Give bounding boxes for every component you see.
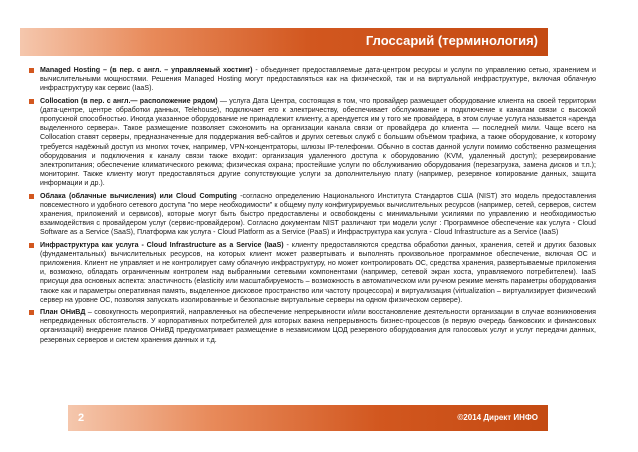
page-number: 2 bbox=[78, 412, 85, 424]
glossary-term: Инфраструктура как услуга - Cloud Infrastructure as a Service (IaaS) bbox=[40, 240, 284, 249]
glossary-definition: - объединяет предоставляемые дата-центром ресурсы и услуги по управлению сетью, хранением и вычислительными мощностями. Решения Managed Hosting могут предоставляться как на физической, так и на виртуальной инфраструктуре, включая облачную инфраструктуру как сервис (IaaS). bbox=[40, 66, 596, 93]
footer-bar bbox=[68, 405, 548, 431]
bullet-square-icon bbox=[29, 243, 34, 248]
glossary-definition: - клиенту предоставляются средства обработки данных, хранения, сетей и других базовых (фундаментальных) вычислительных ресурсов, на которых клиент может развертывать и выполнять произвольное программное обеспечение, включая ОС и приложения. Клиент не управляет и не контролирует саму облачную инфраструктуру, но может контролировать ОС, средства хранения, развертываемые приложения и, возможно, обладать ограниченным контролем над выбранными сетевыми компонентами (например, сетевой экран хоста, управляемого потребителем). IaaS присущи два основных аспекта: эластичность (elasticity или масштабируемость – возможность в автоматическом или ручном режиме менять параметры оборудования также как и параметры оперативная память, выделенное дисковое пространство или частоту процессора) и виртуализация (virtualization – виртуализирует физический сервер на уровне ОС, позволяя запускать изолированные и безопасные виртуальные серверы на одном физическом сервере). bbox=[40, 240, 596, 304]
page-title: Глоссарий (терминология) bbox=[365, 33, 538, 48]
glossary-term: План ОНиВД bbox=[40, 308, 86, 317]
list-item bbox=[40, 192, 596, 238]
list-item bbox=[40, 308, 596, 345]
glossary-definition: -согласно определению Национального Института Стандартов США (NIST) это модель предоставления повсеместного и удобного сетевого доступа "по мере необходимости" к общему пулу конфигурируемых вычислительных ресурсов (например, сетей, серверов, систем хранения, приложений и сервисов), которые могут быть быстро предоставлены и освобождены с минимальными усилиями по управлению и необходимостью взаимодействия с провайдером услуг (сервис-провайдером). Согласно документам NIST различают три модели услуг : Программное обеспечение как услуга - Cloud Software as a Service (SaaS), Платформа как услуга - Cloud Platform as a Service (PaaS) и Инфраструктура как услуга - Cloud Infrastructure as a Service (IaaS) bbox=[40, 191, 596, 237]
glossary-term: Managed Hosting bbox=[40, 66, 101, 74]
bullet-square-icon bbox=[29, 194, 34, 199]
glossary-definition: — услуга Дата Центра, состоящая в том, что провайдер размещает оборудование клиента на своей территории (дата-центре, центре обработки данных, Telehouse), подключает его к электричеству, обеспечивает обслуживание и подключение к каналам связи с высокой пропускной способностью. Иногда указанное оборудование не принадлежит клиенту, а арендуется им у того же провайдера, в этом случае услуга называется «аренда выделенного сервера». Такое размещение позволяет сэкономить на организации канала связи от провайдера до клиента — последней мили. Чаще всего на Collocation ставят серверы, предназначенные для поддержания веб-сайтов и других сетевых служб с большим объёмом трафика, а также оборудование, к которому требуется надёжный доступ из многих точек, например, VPN-концентраторы, шлюзы IP-телефонии. Обычно в состав данной услуги помимо собственно размещения оборудования и подключения к каналу связи также входит: организация удаленного доступа к оборудованию (KVM, удаленный доступ); резервирование электропитания; обеспечение климатического режима; физическая охрана; простейшие услуги по обслуживанию оборудования (перезагрузка, замена дисков и т.п.); мониторинг. Также клиенту могут предоставляться другие сопутствующие услуги за дополнительную плату (например, резервное копирование данных, защита информации и др.). bbox=[40, 96, 596, 188]
list-item bbox=[40, 97, 596, 189]
list-item bbox=[40, 66, 596, 94]
glossary-term: Облака (облачные вычисления) или Cloud Computing bbox=[40, 191, 237, 200]
header-bar bbox=[20, 28, 548, 56]
glossary-term-translation: – (в пер. с англ. – управляемый хостинг) bbox=[100, 66, 253, 74]
glossary-definition: – совокупность мероприятий, направленных на обеспечение непрерывности и/или восстановление деятельности организации в случае возникновения непредвиденных обстоятельств. У корпоративных потребителей для которых важна непрерывность бизнес-процессов (в первую очередь банковских и финансовых организаций) внедрение планов ОНиВД предусматривает размещение в независимом ЦОД резервного оборудования для голосовых услуг и услуг передачи данных, резервных серверов и систем хранения данных и т.д. bbox=[40, 308, 596, 344]
bullet-square-icon bbox=[29, 68, 34, 73]
glossary-list bbox=[40, 66, 596, 348]
list-item bbox=[40, 241, 596, 305]
copyright: ©2014 Директ ИНФО bbox=[457, 413, 538, 422]
glossary-term-translation: (в пер. с англ.— расположение рядом) bbox=[78, 96, 218, 105]
bullet-square-icon bbox=[29, 99, 34, 104]
bullet-square-icon bbox=[29, 310, 34, 315]
glossary-term: Collocation bbox=[40, 96, 79, 105]
